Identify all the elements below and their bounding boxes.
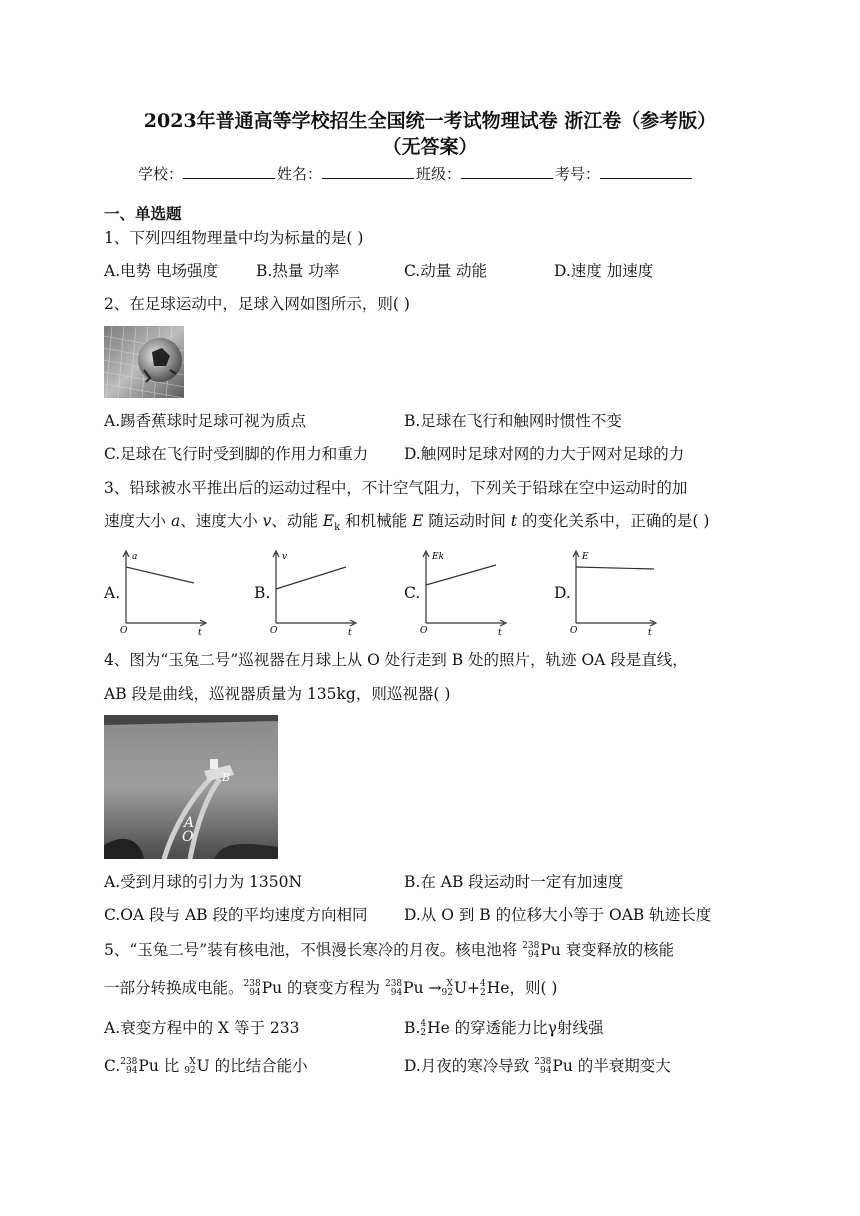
svg-text:Ek: Ek bbox=[432, 552, 445, 562]
svg-text:O: O bbox=[270, 626, 278, 636]
q1-option-d: D.速度 加速度 bbox=[554, 262, 654, 280]
q4-option-c: C.OA 段与 AB 段的平均速度方向相同 bbox=[104, 906, 368, 924]
svg-text:E: E bbox=[582, 552, 589, 562]
graph-a-ylabel: a bbox=[132, 552, 138, 562]
school-label: 学校： bbox=[138, 165, 184, 183]
class-label: 班级： bbox=[416, 165, 462, 183]
svg-text:B: B bbox=[222, 771, 231, 784]
soccer-ball-net-photo bbox=[104, 326, 184, 398]
rover-track-photo bbox=[104, 715, 278, 859]
q4-stem-line2: AB 段是曲线，巡视器质量为 135kg，则巡视器( ) bbox=[104, 685, 451, 703]
q5-option-d: D.月夜的寒冷导致 238 94 Pu 的半衰期变大 bbox=[404, 1057, 671, 1076]
q4-stem-line1: 4、图为“玉兔二号”巡视器在月球上从 O 处行走到 B 处的照片，轨迹 OA 段是直线， bbox=[104, 651, 688, 669]
graph-a bbox=[118, 547, 208, 637]
graph-d bbox=[568, 547, 658, 637]
name-label: 姓名： bbox=[277, 165, 323, 183]
exam-no-blank[interactable] bbox=[600, 164, 692, 179]
school-blank[interactable] bbox=[183, 164, 275, 179]
q2-option-c: C.足球在飞行时受到脚的作用力和重力 bbox=[104, 445, 369, 463]
q1-option-b: B.热量 功率 bbox=[256, 262, 340, 280]
graph-c bbox=[418, 547, 508, 637]
q5-option-c: C. 238 94 Pu 比 X 92 U 的比结合能小 bbox=[104, 1057, 308, 1076]
exam-no-label: 考号： bbox=[555, 165, 601, 183]
q3-stem-line1: 3、铅球被水平推出后的运动过程中，不计空气阻力，下列关于铅球在空中运动时的加 bbox=[104, 479, 688, 497]
page-subtitle: （无答案） bbox=[382, 136, 478, 158]
svg-text:t: t bbox=[498, 628, 502, 637]
svg-text:t: t bbox=[648, 628, 652, 637]
svg-text:t: t bbox=[348, 628, 352, 637]
q1-stem: 1、下列四组物理量中均为标量的是( ) bbox=[104, 229, 364, 247]
student-info-row bbox=[138, 163, 694, 184]
q3-option-b: B. bbox=[254, 584, 271, 602]
q5-stem-line2: 一部分转换成电能。 238 94 Pu 的衰变方程为 238 94 Pu → X 92 U+ 4 2 He，则( ) bbox=[104, 979, 558, 998]
q3-option-a: A. bbox=[104, 584, 121, 602]
graph-b bbox=[268, 547, 358, 637]
q2-option-d: D.触网时足球对网的力大于网对足球的力 bbox=[404, 445, 685, 463]
q5-option-a: A.衰变方程中的 X 等于 233 bbox=[104, 1019, 300, 1037]
q1-option-c: C.动量 动能 bbox=[404, 262, 488, 280]
class-blank[interactable] bbox=[461, 164, 553, 179]
q2-option-b: B.足球在飞行和触网时惯性不变 bbox=[404, 412, 622, 430]
q4-option-a: A.受到月球的引力为 1350N bbox=[104, 873, 303, 891]
q3-option-d: D. bbox=[554, 584, 571, 602]
svg-text:O: O bbox=[182, 829, 194, 845]
q2-stem: 2、在足球运动中，足球入网如图所示，则( ) bbox=[104, 295, 410, 313]
q1-option-a: A.电势 电场强度 bbox=[104, 262, 219, 280]
name-blank[interactable] bbox=[322, 164, 414, 179]
section-heading: 一、单选题 bbox=[104, 204, 182, 223]
q3-stem-line2: 速度大小 a、速度大小 v、动能 $E_k$ 和机械能 E 随运动时间 t 的变化关系中，正确的是( ) bbox=[104, 512, 710, 534]
q5-stem-line1: 5、“玉兔二号”装有核电池，不惧漫长寒冷的月夜。核电池将 238 94 Pu 衰变释放的核能 bbox=[104, 941, 675, 960]
q4-option-b: B.在 AB 段运动时一定有加速度 bbox=[404, 873, 624, 891]
svg-text:v: v bbox=[282, 552, 288, 562]
q3-option-c: C. bbox=[404, 584, 421, 602]
q5-option-b: B. 4 2 He 的穿透能力比γ射线强 bbox=[404, 1019, 604, 1038]
svg-text:O: O bbox=[420, 626, 428, 636]
page-title: 2023年普通高等学校招生全国统一考试物理试卷 浙江卷（参考版） bbox=[143, 110, 717, 132]
q4-option-d: D.从 O 到 B 的位移大小等于 OAB 轨迹长度 bbox=[404, 906, 712, 924]
svg-text:t: t bbox=[198, 628, 202, 637]
svg-text:A: A bbox=[184, 815, 195, 831]
svg-text:O: O bbox=[570, 626, 578, 636]
svg-text:O: O bbox=[120, 626, 128, 636]
q2-option-a: A.踢香蕉球时足球可视为质点 bbox=[104, 412, 307, 430]
